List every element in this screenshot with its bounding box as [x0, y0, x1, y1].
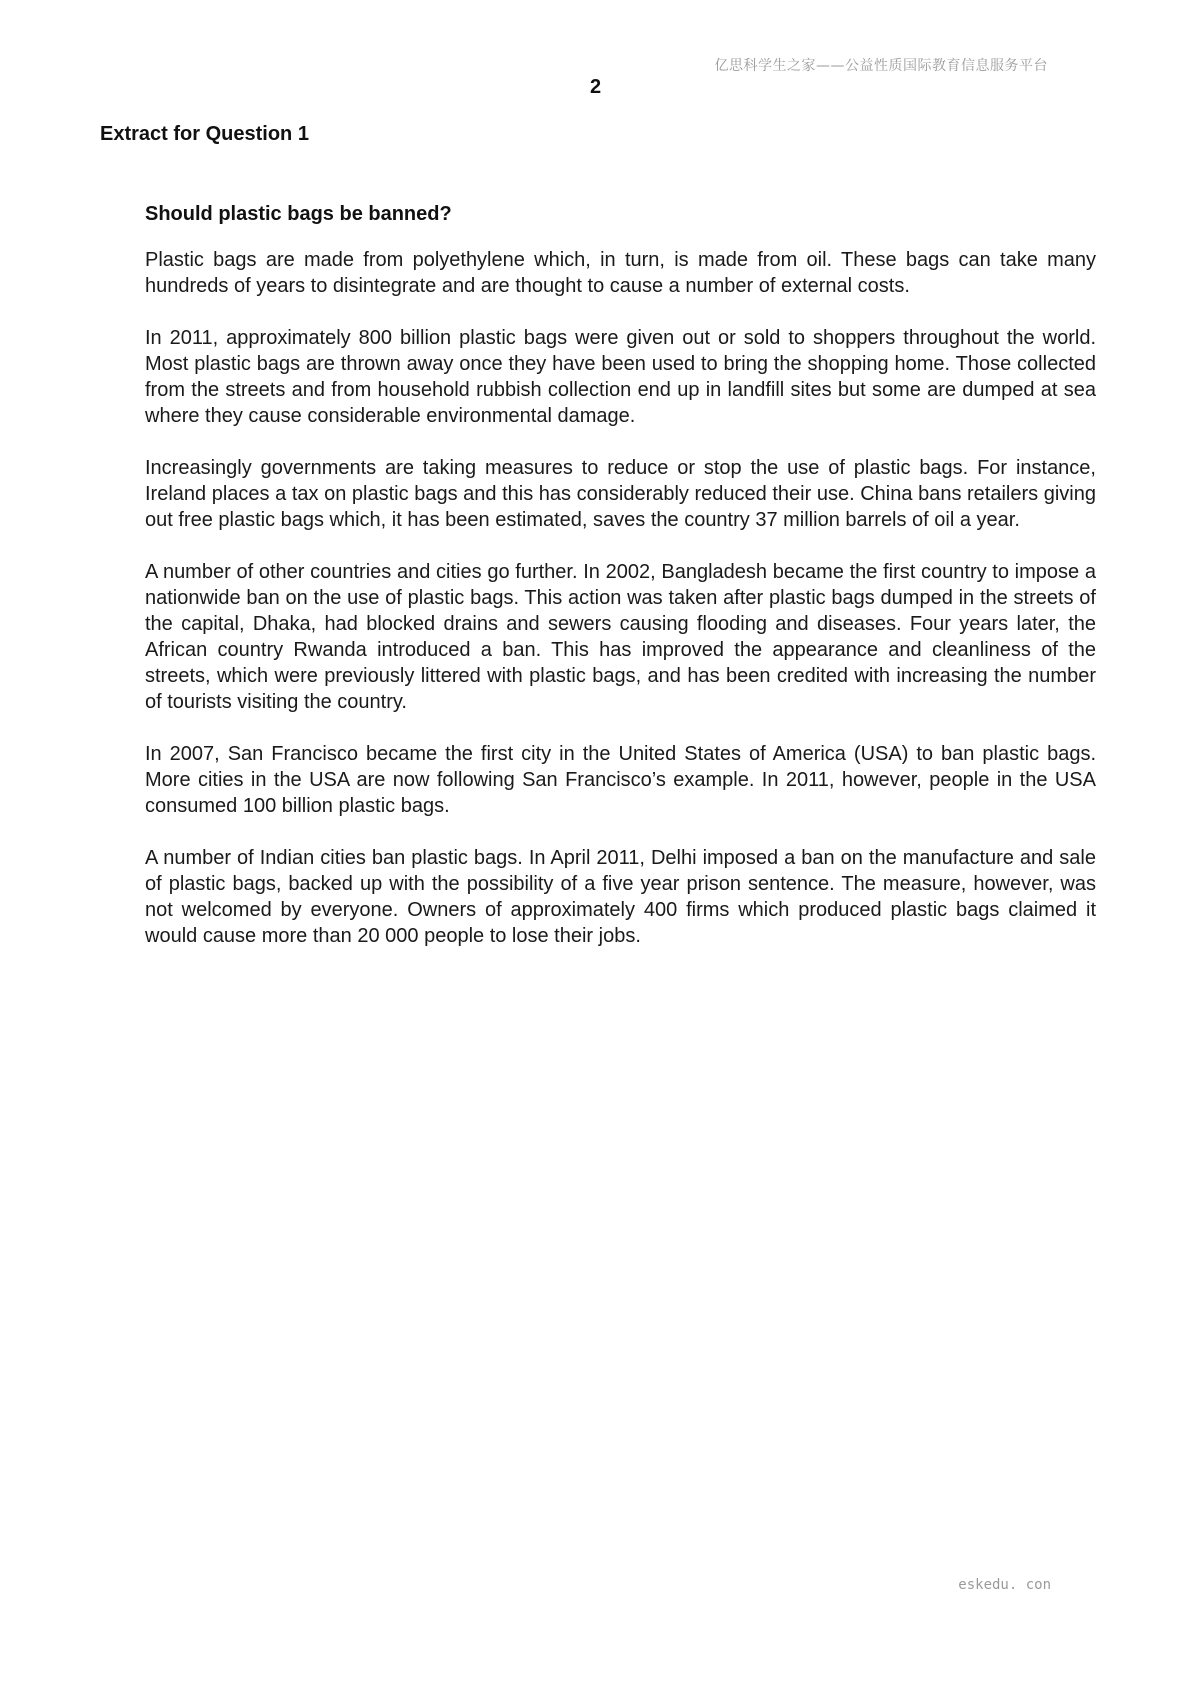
- watermark-bottom: eskedu. con: [958, 1577, 1051, 1593]
- article-title: Should plastic bags be banned?: [145, 203, 452, 225]
- section-heading: Extract for Question 1: [100, 123, 309, 145]
- page-number: 2: [589, 76, 602, 98]
- watermark-top: 亿思科学生之家——公益性质国际教育信息服务平台: [714, 58, 1048, 74]
- paragraph-2: In 2011, approximately 800 billion plastic bags were given out or sold to shoppers throughout the world. Most plastic bags are thrown away once they have been used to bring the shopping home. Those collected from the streets and from household rubbish collection end up in landfill sites but some are dumped at sea where they cause considerable environmental damage.: [145, 327, 1096, 427]
- paragraph-6: A number of Indian cities ban plastic bags. In April 2011, Delhi imposed a ban on the manufacture and sale of plastic bags, backed up with the possibility of a five year prison sentence. The measure, however, was not welcomed by everyone. Owners of approximately 400 firms which produced plastic bags claimed it would cause more than 20 000 people to lose their jobs.: [145, 847, 1096, 947]
- paragraph-1: Plastic bags are made from polyethylene which, in turn, is made from oil. These bags can take many hundreds of years to disintegrate and are thought to cause a number of external costs.: [145, 249, 1096, 297]
- paragraph-4: A number of other countries and cities go further. In 2002, Bangladesh became the first country to impose a nationwide ban on the use of plastic bags. This action was taken after plastic bags dumped in the streets of the capital, Dhaka, had blocked drains and sewers causing flooding and diseases. Four years later, the African country Rwanda introduced a ban. This has improved the appearance and cleanliness of the streets, which were previously littered with plastic bags, and has been credited with increasing the number of tourists visiting the country.: [145, 561, 1096, 713]
- paragraph-3: Increasingly governments are taking measures to reduce or stop the use of plastic bags. For instance, Ireland places a tax on plastic bags and this has considerably reduced their use. China bans retailers giving out free plastic bags which, it has been estimated, saves the country 37 million barrels of oil a year.: [145, 457, 1096, 531]
- paragraph-5: In 2007, San Francisco became the first city in the United States of America (USA) to ban plastic bags. More cities in the USA are now following San Francisco’s example. In 2011, however, people in the USA consumed 100 billion plastic bags.: [145, 743, 1096, 817]
- article: [145, 201, 1096, 975]
